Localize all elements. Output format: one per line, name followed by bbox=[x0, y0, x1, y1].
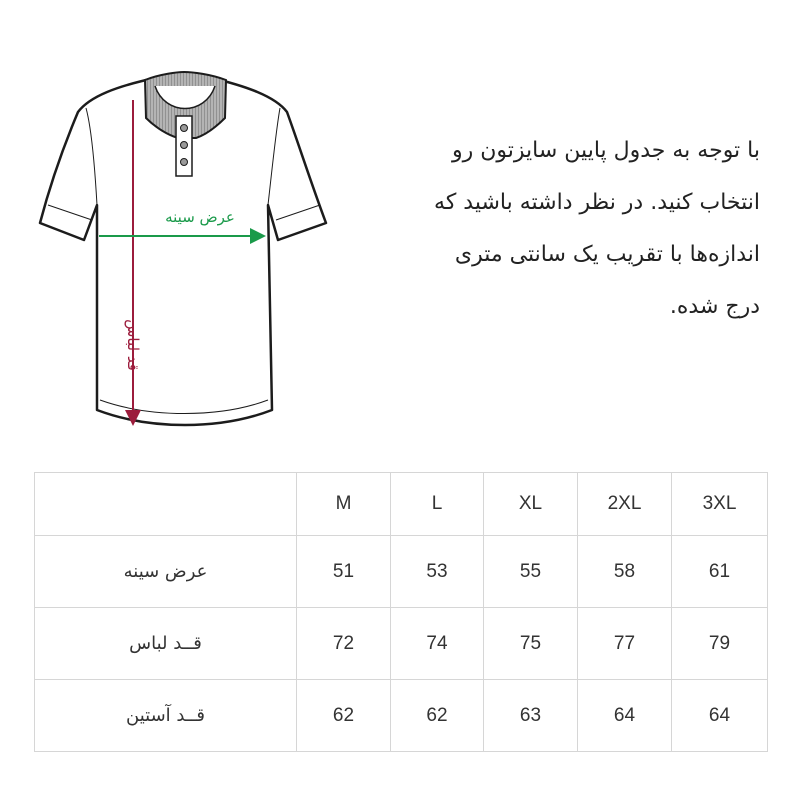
chest-label: عرض سینه bbox=[165, 208, 235, 226]
table-header-row bbox=[35, 473, 768, 536]
row-label-sleeve-length: قــد آستین bbox=[35, 680, 297, 752]
instructions-line: با توجه به جدول پایین سایزتون رو bbox=[452, 138, 760, 163]
table-cell: 55 bbox=[484, 536, 578, 608]
table-cell: 75 bbox=[484, 608, 578, 680]
shirt-button bbox=[181, 142, 188, 149]
table-cell: 72 bbox=[297, 608, 391, 680]
shirt-button bbox=[181, 159, 188, 166]
table-cell: 79 bbox=[672, 608, 768, 680]
table-row bbox=[35, 608, 768, 680]
row-label-garment-length: قــد لباس bbox=[35, 608, 297, 680]
table-cell: 62 bbox=[297, 680, 391, 752]
table-cell: 64 bbox=[672, 680, 768, 752]
size-table bbox=[34, 472, 768, 752]
instructions-line: انتخاب کنید. در نظر داشته باشید که bbox=[434, 190, 760, 215]
table-cell: 64 bbox=[578, 680, 672, 752]
size-column-header: XL bbox=[484, 473, 578, 536]
length-label: قد لباس bbox=[124, 319, 142, 371]
size-column-header: 3XL bbox=[672, 473, 768, 536]
instructions-line: اندازه‌ها با تقریب یک سانتی متری bbox=[454, 242, 760, 267]
table-corner-cell bbox=[35, 473, 297, 536]
size-column-header: M bbox=[297, 473, 391, 536]
instructions-line: درج شده. bbox=[669, 294, 760, 319]
size-column-header: L bbox=[391, 473, 484, 536]
table-cell: 53 bbox=[391, 536, 484, 608]
table-cell: 51 bbox=[297, 536, 391, 608]
table-cell: 62 bbox=[391, 680, 484, 752]
shirt-diagram bbox=[30, 60, 350, 450]
table-cell: 74 bbox=[391, 608, 484, 680]
table-cell: 58 bbox=[578, 536, 672, 608]
table-row bbox=[35, 536, 768, 608]
size-column-header: 2XL bbox=[578, 473, 672, 536]
row-label-chest-width: عرض سینه bbox=[35, 536, 297, 608]
shirt-button bbox=[181, 125, 188, 132]
polo-shirt-illustration bbox=[30, 60, 350, 450]
table-cell: 61 bbox=[672, 536, 768, 608]
table-row bbox=[35, 680, 768, 752]
table-cell: 63 bbox=[484, 680, 578, 752]
table-cell: 77 bbox=[578, 608, 672, 680]
size-guide-instructions bbox=[350, 125, 760, 333]
